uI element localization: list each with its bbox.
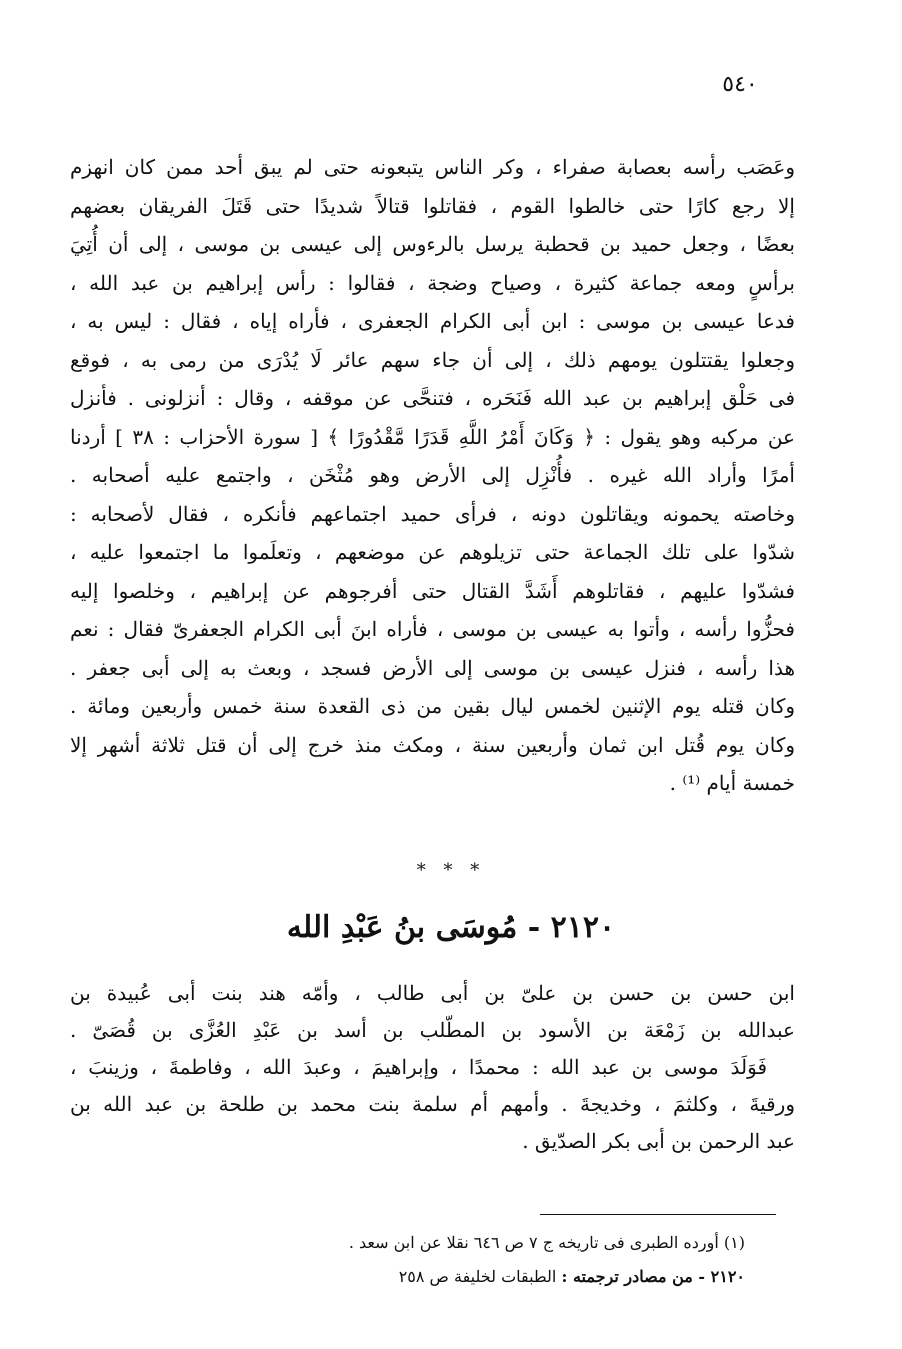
body-line: وكان يوم قُتل ابن ثمان وأربعين سنة ، ومكث منذ خرج إلى أن قتل ثلاثة أشهر إلا [70,732,795,757]
body-line: هذا رأسه ، فنزل عيسى بن موسى إلى الأرض فسجد ، وبعث به إلى أبى جعفر . [70,655,795,680]
body-line: شدّوا على تلك الجماعة حتى تزيلوهم عن موضعهم ، وتعلَموا ما اجتمعوا عليه ، [70,540,795,564]
body-line: فدعا عيسى بن موسى : ابن أبى الكرام الجعفرى ، فأراه إياه ، فقال : ليس به ، [70,309,795,333]
body-line: عن مركبه وهو يقول : ﴿ وَكَانَ أَمْرُ اللَّهِ قَدَرًا مَّقْدُورًا ﴾ [ سورة الأحزاب : ٣٨ ] أردنا [70,424,795,449]
bio-line: ابن حسن بن حسن بن علىّ بن أبى طالب ، وأمّه هند بنت أبى عُبيدة بن [70,981,795,1005]
bio-line: ورقيةَ ، وكلثمَ ، وخديجةَ . وأمهم أم سلمة بنت محمد بن طلحة بن عبد الله بن [70,1092,795,1116]
body-line: وخاصته يحمونه ويقاتلون دونه ، فرأى حميد اجتماعهم فأنكره ، فقال لأصحابه : [70,501,795,526]
bio-line: فَوَلَدَ موسى بن عبد الله : محمدًا ، وإبراهيمَ ، وعبدَ الله ، وفاطمةَ ، وزينبَ ، [70,1055,767,1079]
body-line: برأسٍ ومعه جماعة كثيرة ، وصياح وضجة ، فقالوا : رأس إبراهيم بن عبد الله ، [70,270,795,295]
body-line: وكان قتله يوم الإثنين لخمس ليال بقين من ذى القعدة سنة خمس وأربعين ومائة . [70,694,795,718]
body-text [70,148,795,803]
footnote-1: (١) أورده الطبرى فى تاريخه ج ٧ ص ٦٤٦ نقلا عن ابن سعد . [348,1233,745,1252]
body-line: فحزُّوا رأسه ، وأتوا به عيسى بن موسى ، فأراه ابنَ أبى الكرام الجعفرىّ فقال : نعم [70,617,795,641]
entry-heading: ٢١٢٠ - مُوسَى بنُ عَبْدِ الله [286,910,616,945]
bio-line: عبد الرحمن بن أبى بكر الصدّيق . [522,1129,795,1153]
bio-line: عبدالله بن زَمْعَة بن الأسود بن المطّلب بن أسد بن عَبْدِ العُزَّى بن قُصَىّ . [70,1018,795,1042]
footnote-divider [540,1214,776,1215]
footnote-2 [160,1260,745,1294]
body-line: وجعلوا يقتتلون يومهم ذلك ، إلى أن جاء سهم عائر لَا يُدْرَى من رمى به ، فوقع [70,347,795,372]
section-separator: * * * [416,860,486,881]
footnote-2-text: الطبقات لخليفة ص ٢٥٨ [398,1267,562,1286]
body-line: إلا رجع كارًا حتى خالطوا القوم ، فقاتلوا قتالاً شديدًا حتى قَتَلَ الفريقان بعضهم [70,193,795,218]
page-number: ٥٤٠ [722,72,758,97]
footnote-2-label: ٢١٢٠ - من مصادر ترجمته : [561,1267,745,1286]
body-line: فشدّوا عليهم ، فقاتلوهم أَشَدَّ القتال حتى أفرجوهم عن إبراهيم ، وخلصوا إليه [70,578,795,603]
footnotes [160,1226,745,1294]
body-line: وعَصَب رأسه بعصابة صفراء ، وكر الناس يتبعونه حتى لم يبق أحد ممن كان انهزم [70,155,795,179]
body-line: بعضًا ، وجعل حميد بن قحطبة يرسل بالرءوس إلى عيسى بن موسى ، إلى أن أُتِيَ [70,232,795,256]
biography-text [70,975,795,1160]
body-line: أمرًا وأراد الله غيره . فأُنْزِل إلى الأرض وهو مُثْخَن ، واجتمع عليه أصحابه . [70,463,795,487]
body-line: خمسة أيام ⁽¹⁾ . [669,771,795,795]
body-line: فى حَلْق إبراهيم بن عبد الله فَنَحَره ، فتنحَّى عن موقفه ، وقال : أنزلونى . فأنزل [70,386,795,410]
